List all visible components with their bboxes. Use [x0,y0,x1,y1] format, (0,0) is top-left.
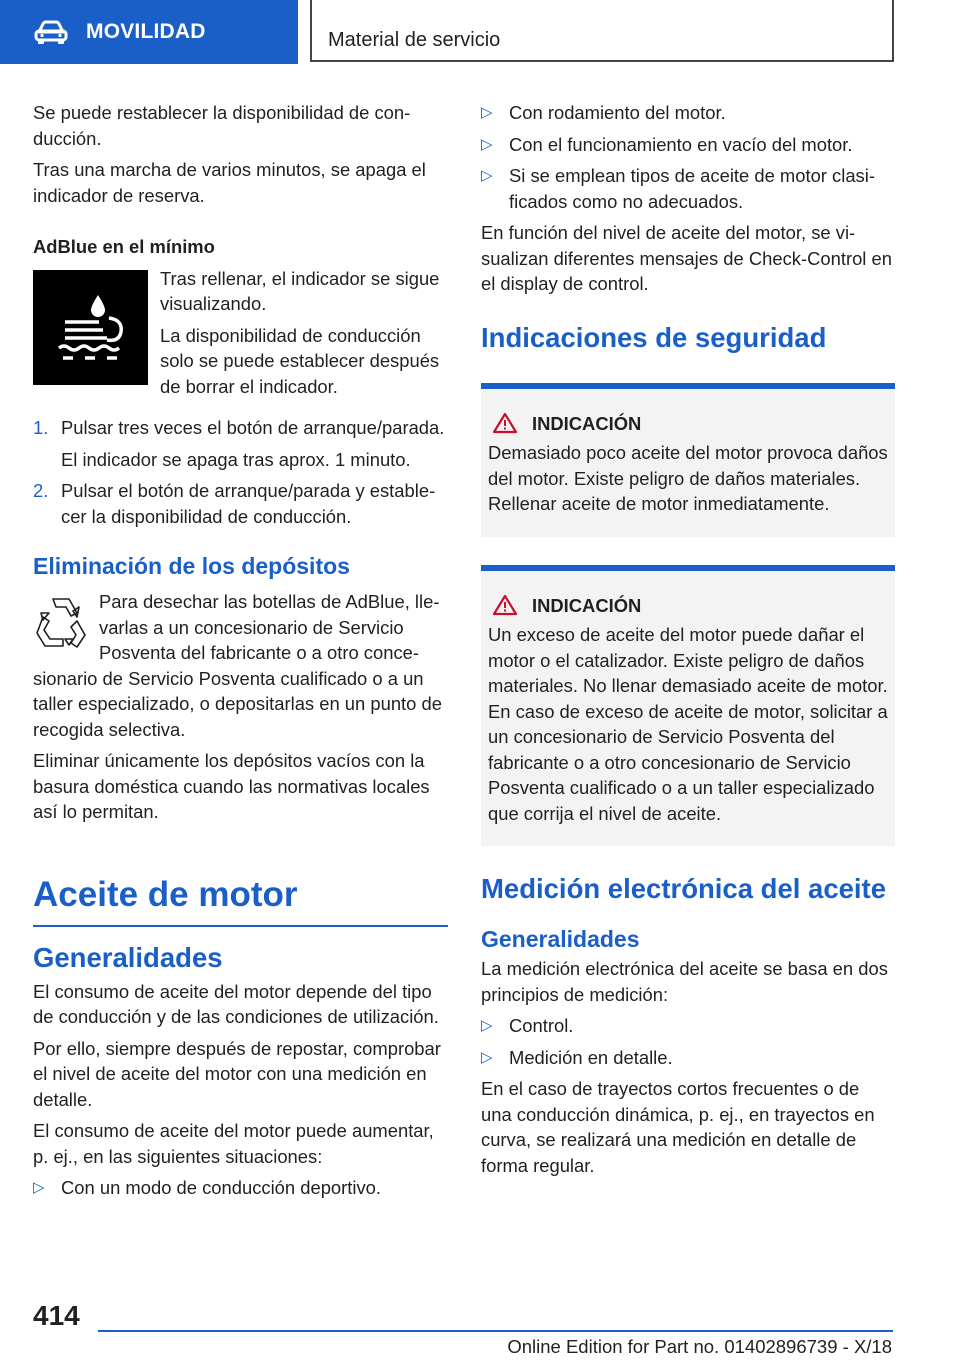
bullet-triangle-icon: ▷ [481,167,493,184]
step-subtext: El indicador se apaga tras aprox. 1 minuto. [61,448,411,470]
page-number: 414 [33,1300,80,1331]
paragraph: El consumo de aceite del motor puede aumentar, p. ej., en las siguientes situaciones: [33,1120,434,1167]
paragraph: Tras rellenar, el indicador se sigue visualizando. [160,267,440,314]
paragraph: La medición electrónica del aceite se basa en dos principios de medición: [481,958,888,1005]
note-text: Demasiado poco aceite del motor provoca daños del motor. Existe peligro de daños materiales. Rellenar aceite de motor inmediatamente. [488,442,888,514]
paragraph: Para desechar las botellas de AdBlue, llevarlas a un concesionario de Servicio Posventa del fabricante o a otro concesionario de Servicio Posventa cualificado o a un taller especializado, o depositarlas en un punto de recogida selectiva. [33,591,442,740]
bullet-triangle-icon: ▷ [481,104,493,121]
paragraph: Eliminar únicamente los depósitos vacíos con la basura doméstica cuando las normativas locales así lo permitan. [33,750,430,822]
bullet-triangle-icon: ▷ [481,1048,493,1066]
paragraph: Tras una marcha de varios minutos, se apaga el indicador de reserva. [33,159,426,206]
warning-note [481,383,895,537]
paragraph: Por ello, siempre después de repostar, comprobar el nivel de aceite del motor con una medición en detalle. [33,1037,441,1110]
bullet-text: Si se emplean tipos de aceite de motor clasificados como no adecuados. [509,165,875,212]
bullet-triangle-icon: ▷ [481,135,493,153]
recycle-icon [33,593,89,649]
paragraph: En función del nivel de aceite del motor, se visualizan diferentes mensajes de Check-Control en el display de control. [481,222,892,294]
section-tab[interactable] [0,0,298,64]
step-item [33,415,448,441]
bullet-text: Con rodamiento del motor. [509,102,726,123]
paragraph: Se puede restablecer la disponibilidad de conducción. [33,102,411,149]
general-heading: Generalidades [33,941,223,973]
step-text: Pulsar el botón de arranque/parada y establecer la disponibilidad de conducción. [61,480,436,527]
bullet-text: Control. [509,1015,574,1036]
bullet-item [481,100,895,126]
footer-edition: Online Edition for Part no. 01402896739 - X/18 [507,1336,892,1357]
paragraph: El consumo de aceite del motor depende del tipo de conducción y de las condiciones de utilización. [33,980,439,1027]
measurement-heading: Medición electrónica del aceite [481,873,887,904]
chapter-title: Material de servicio [328,29,501,51]
car-icon [34,20,68,44]
bullet-item [33,1175,448,1201]
warning-triangle-icon [492,594,518,616]
note-title-row [488,593,888,619]
bullet-triangle-icon: ▷ [481,1017,493,1034]
warning-triangle-icon [492,412,518,434]
bullet-item [481,132,895,158]
bullet-text: Con el funcionamiento en vacío del motor. [509,133,853,155]
disposal-heading: Eliminación de los depósitos [33,553,350,579]
chapter-tab[interactable] [310,0,894,62]
note-title: INDICACIÓN [532,594,642,616]
paragraph: En el caso de trayectos cortos frecuentes o de una conducción dinámica, p. ej., en trayectos en curva, se realizará una medición en detalle de forma regular. [481,1078,875,1176]
general-subheading: Generalidades [481,926,640,952]
warning-note [481,565,895,847]
adblue-heading: AdBlue en el mínimo [33,236,215,257]
step-number: 2. [33,480,49,501]
adblue-warning-icon [33,270,148,385]
step-text: Pulsar tres veces el botón de arranque/parada. [61,417,445,438]
spacer [481,537,895,565]
bullet-text: Medición en detalle. [509,1046,673,1068]
bullet-item [481,1013,895,1039]
note-text: Un exceso de aceite del motor puede dañar el motor o el catalizador. Existe peligro de daños materiales. No llenar demasiado aceite de motor. En caso de exceso de aceite de motor, solicitar a un concesionario de Servicio Posventa del fabricante o a otro concesionario de Servicio Posventa cualificado o a un taller especializado que corrija el nivel de aceite. [488,624,888,824]
safety-heading: Indicaciones de seguridad [481,321,827,353]
paragraph: La disponibilidad de conducción solo se puede establecer después de borrar el indicador. [160,324,440,397]
adblue-indicator-image [33,270,148,385]
bullet-text: Con un modo de conducción deportivo. [61,1177,382,1198]
step-item [33,478,448,529]
footer-divider [98,1330,893,1332]
step-number: 1. [33,417,49,438]
right-column [481,100,895,1184]
section-label: MOVILIDAD [86,20,206,43]
engine-oil-heading: Aceite de motor [33,873,448,927]
bullet-triangle-icon: ▷ [33,1179,45,1196]
bullet-item [481,163,895,214]
note-title-row [488,411,888,437]
bullet-item [481,1045,895,1071]
note-title: INDICACIÓN [532,412,642,434]
left-column [33,100,448,1207]
